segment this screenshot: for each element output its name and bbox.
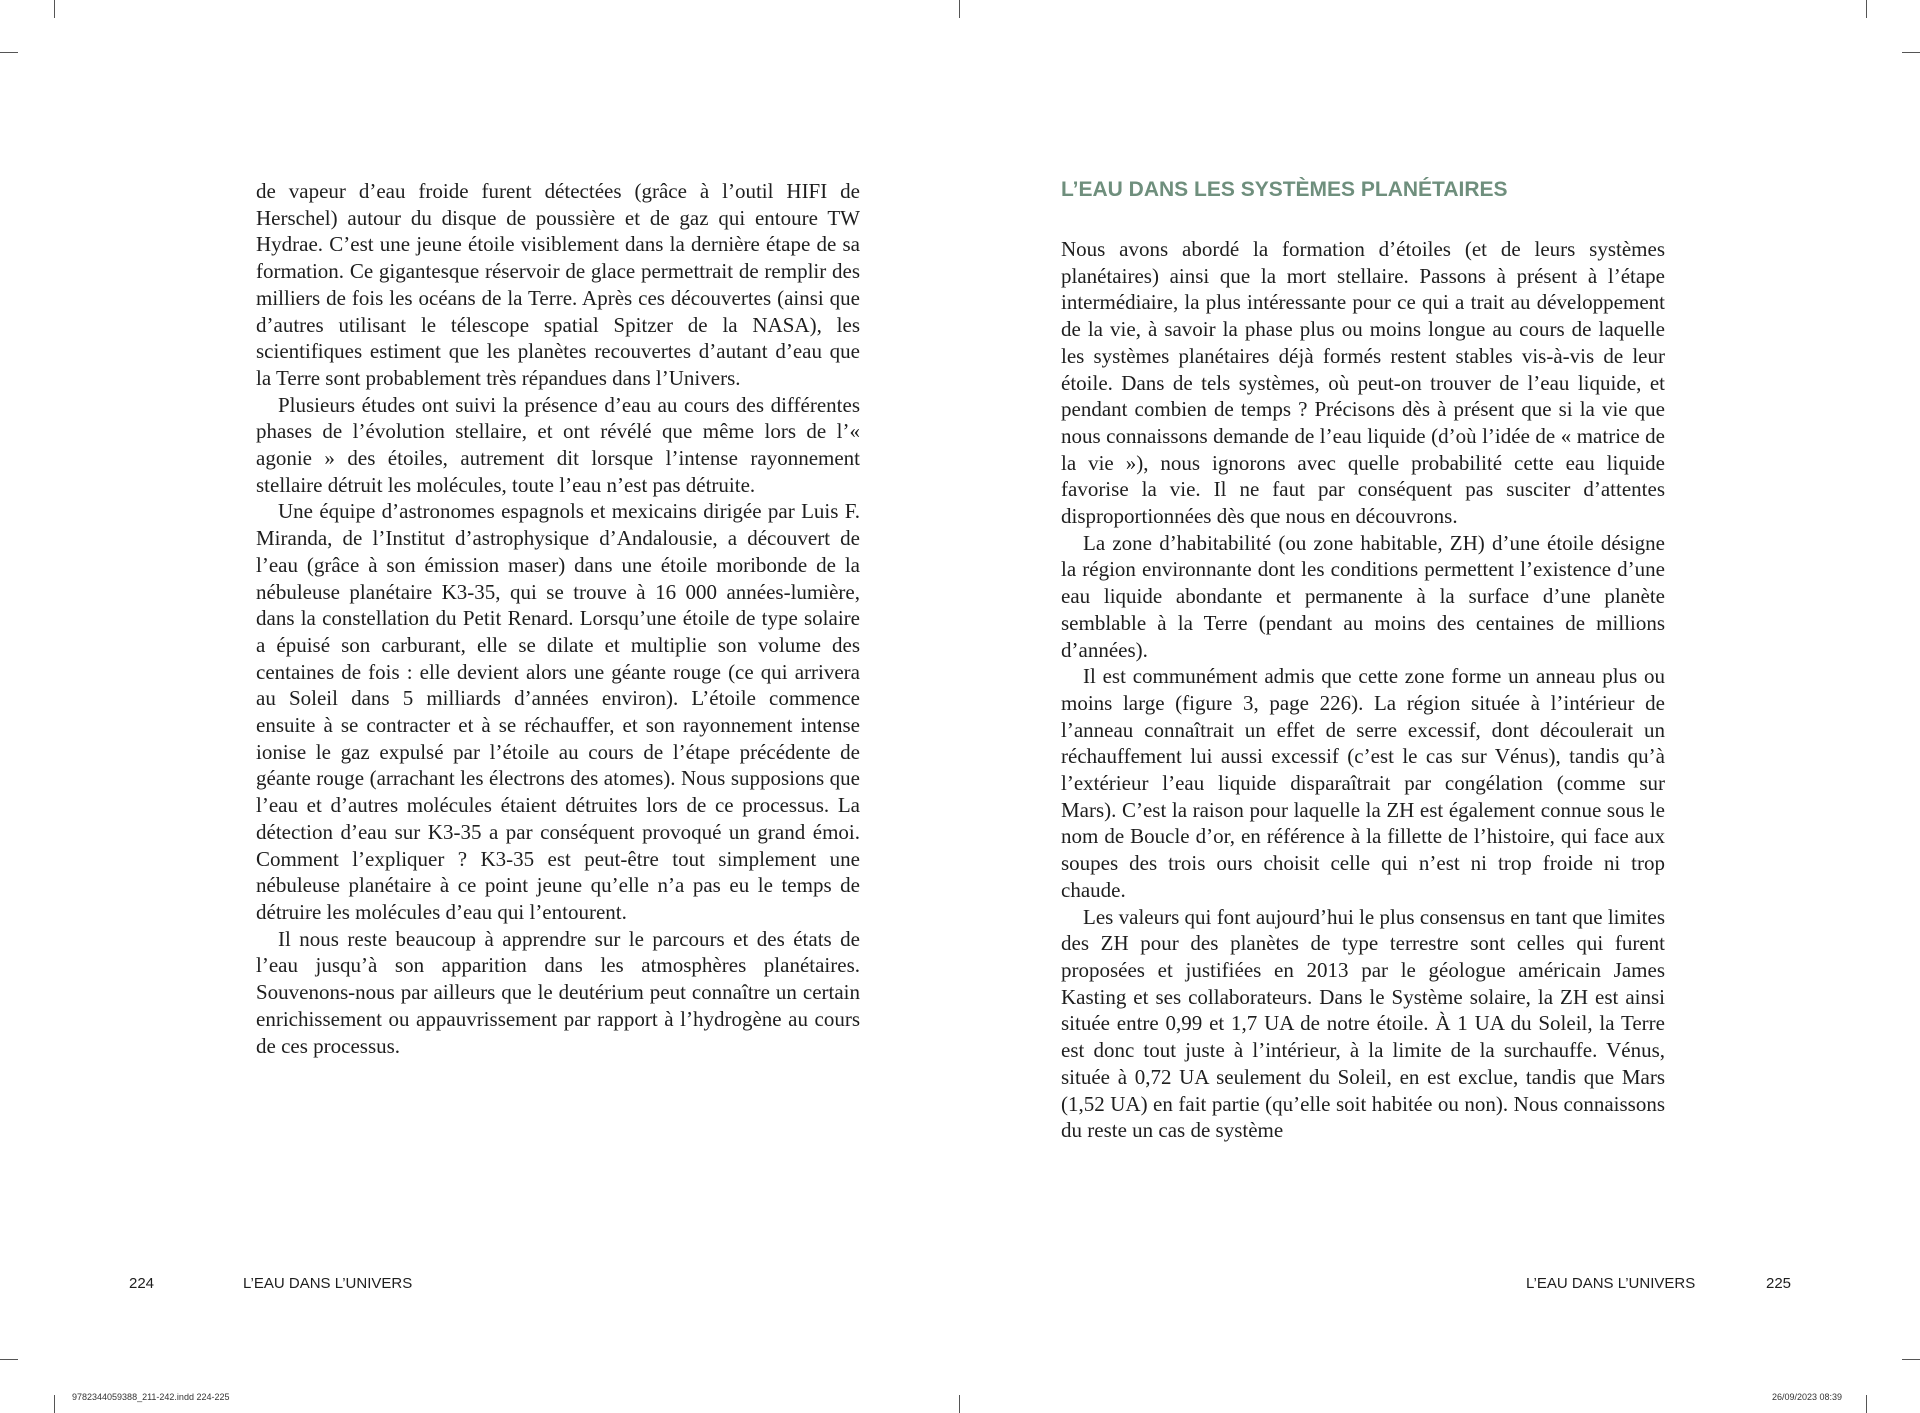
- paragraph: Il est communément admis que cette zone forme un anneau plus ou moins large (figure 3, page 226). La région située à l’intérieur de l’anneau connaîtrait un effet de serre excessif, dont découlerait un réchauffement lui aussi excessif (c’est le cas sur Vénus), tandis qu’à l’extérieur l’eau liquide disparaîtrait par congélation (comme sur Mars). C’est la raison pour laquelle la ZH est également connue sous le nom de Boucle d’or, en référence à la fillette de l’histoire, qui face aux soupes des trois ours choisit celle qui n’est ni trop froide ni trop chaude.: [1061, 664, 1665, 902]
- crop-mark: [1902, 52, 1920, 53]
- running-title-left: L’EAU DANS L’UNIVERS: [243, 1275, 413, 1292]
- paragraph: Une équipe d’astronomes espagnols et mexicains dirigée par Luis F. Miranda, de l’Institut d’astrophysique d’Andalousie, a découvert de l’eau (grâce à son émission maser) dans une étoile moribonde de la nébuleuse planétaire K3-35, qui se trouve à 16 000 années-lumière, dans la constellation du Petit Renard. Lorsqu’une étoile de type solaire a épuisé son carburant, elle se dilate et multiplie son volume des centaines de fois : elle devient alors une géante rouge (ce qui arrivera au Soleil dans 5 milliards d’années environ). L’étoile commence ensuite à se contracter et à se réchauffer, et son rayonnement intense ionise le gaz expulsé par l’étoile au cours de l’étape précédente de géante rouge (arrachant les électrons des atomes). Nous supposions que l’eau et d’autres molécules étaient détruites lors de ce processus. La détection d’eau sur K3-35 a par conséquent provoqué un grand émoi. Comment l’expliquer ? K3-35 est peut-être tout simplement une nébuleuse planétaire à ce point jeune qu’elle n’a pas eu le temps de détruire les molécules d’eau qui l’entourent.: [256, 499, 860, 924]
- crop-mark: [1902, 1359, 1920, 1360]
- crop-mark: [54, 1395, 55, 1413]
- crop-mark: [959, 1395, 960, 1413]
- page-number-right: 225: [1766, 1275, 1792, 1292]
- crop-mark: [54, 0, 55, 18]
- page-number-left: 224: [129, 1275, 155, 1292]
- crop-mark: [0, 1359, 18, 1360]
- right-page-body: [1061, 236, 1665, 1144]
- crop-mark: [959, 0, 960, 18]
- running-title-right: L’EAU DANS L’UNIVERS: [1526, 1275, 1696, 1292]
- paragraph: de vapeur d’eau froide furent détectées (grâce à l’outil HIFI de Herschel) autour du disque de poussière et de gaz qui entoure TW Hydrae. C’est une jeune étoile visiblement dans la dernière étape de sa formation. Ce gigantesque réservoir de glace permettrait de remplir des milliers de fois les océans de la Terre. Après ces découvertes (ainsi que d’autres utilisant le télescope spatial Spitzer de la NASA), les scientifiques estiment que les planètes recouvertes d’autant d’eau que la Terre sont probablement très répandues dans l’Univers.: [256, 179, 860, 390]
- paragraph: Il nous reste beaucoup à apprendre sur le parcours et des états de l’eau jusqu’à son apparition dans les atmosphères planétaires. Souvenons-nous par ailleurs que le deutérium peut connaître un certain enrichissement ou appauvrissement par rapport à l’hydrogène au cours de ces processus.: [256, 926, 860, 1058]
- paragraph: Nous avons abordé la formation d’étoiles (et de leurs systèmes planétaires) ainsi que la mort stellaire. Passons à présent à l’étape intermédiaire, la plus intéressante pour ce qui a trait au développement de la vie, à savoir la phase plus ou moins longue au cours de laquelle les systèmes planétaires déjà formés restent stables vis-à-vis de leur étoile. Dans de tels systèmes, où peut-on trouver de l’eau liquide, et pendant combien de temps ? Précisons dès à présent que si la vie que nous connaissons demande de l’eau liquide (d’où l’idée de « matrice de la vie »), nous ignorons avec quelle probabilité cette eau liquide favorise la vie. Il ne faut par conséquent pas susciter d’attentes disproportionnées dès que nous en découvrons.: [1061, 237, 1665, 529]
- print-slug-timestamp: 26/09/2023 08:39: [1772, 1392, 1843, 1402]
- left-page-body: [256, 178, 860, 1059]
- print-slug-file: 9782344059388_211-242.indd 224-225: [72, 1392, 230, 1402]
- crop-mark: [1866, 0, 1867, 18]
- paragraph: Les valeurs qui font aujourd’hui le plus consensus en tant que limites des ZH pour des planètes de type terrestre sont celles qui furent proposées et justifiées en 2013 par le géologue américain James Kasting et ses collaborateurs. Dans le Système solaire, la ZH est ainsi située entre 0,99 et 1,7 UA de notre étoile. À 1 UA du Soleil, la Terre est donc tout juste à l’intérieur, à la limite de la surchauffe. Vénus, située à 0,72 UA seulement du Soleil, en est exclue, tandis que Mars (1,52 UA) en fait partie (qu’elle soit habitée ou non). Nous connaissons du reste un cas de système: [1061, 904, 1665, 1143]
- crop-mark: [0, 52, 18, 53]
- paragraph: La zone d’habitabilité (ou zone habitable, ZH) d’une étoile désigne la région environnante dont les conditions permettent l’existence d’une eau liquide abondante et permanente à la surface d’une planète semblable à la Terre (pendant au moins des centaines de millions d’années).: [1061, 530, 1665, 662]
- section-heading: L’EAU DANS LES SYSTÈMES PLANÉTAIRES: [1061, 178, 1508, 201]
- crop-mark: [1866, 1395, 1867, 1413]
- paragraph: Plusieurs études ont suivi la présence d’eau au cours des différentes phases de l’évolution stellaire, et ont révélé que même lors de l’« agonie » des étoiles, autrement dit lorsque l’intense rayonnement stellaire détruit les molécules, toute l’eau n’est pas détruite.: [256, 392, 860, 497]
